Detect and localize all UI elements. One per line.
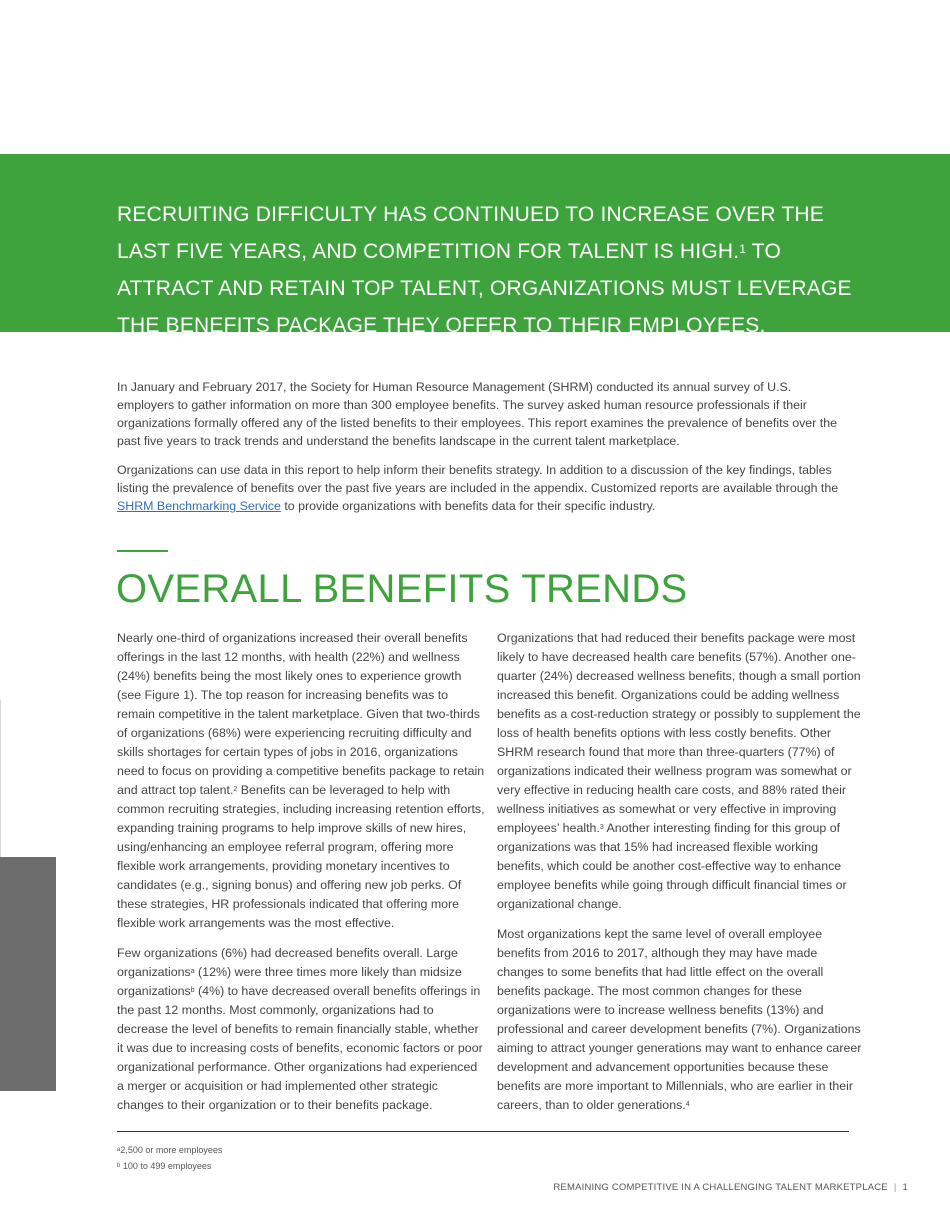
intro-p2-text-b: to provide organizations with benefits data for their specific industry. <box>280 499 656 513</box>
left-p2-text-b: (12%) were three times more likely than midsize organizations <box>117 965 462 998</box>
footnotes <box>117 1142 222 1174</box>
intro-paragraph-1: In January and February 2017, the Society for Human Resource Management (SHRM) conducted its annual survey of U.S. employers to gather information on more than 300 employee benefits. The survey asked human resource professionals if their organizations formally offered any of the listed benefits to their employees. This report examines the prevalence of benefits over the past five years to track trends and understand the benefits landscape in the current talent marketplace. <box>117 380 837 448</box>
right-p1-text-b: Another interesting finding for this group of organizations was that 15% had increased flexible working benefits, which could be another cost-effective way to enhance employee benefits while going through difficult financial times or organizational change. <box>497 821 847 911</box>
left-column <box>117 629 487 1126</box>
left-paragraph-1 <box>117 629 487 933</box>
right-p1-text-a: Organizations that had reduced their benefits package were most likely to have decreased health care benefits (57%). Another one-quarter (24%) decreased wellness benefits, though a small portion increased this benefit. Organizations could be adding wellness benefits as a cost-reduction strategy or possibly to supplement the loss of health benefits options with less costly benefits. Other SHRM research found that more than three-quarters (77%) of organizations indicated their wellness program was somewhat or very effective in reducing health care costs, and 88% rated their wellness initiatives as somewhat or very effective in improving employees’ health. <box>497 631 861 835</box>
shrm-benchmarking-link[interactable]: SHRM Benchmarking Service <box>117 499 281 513</box>
footnote-a-text: 2,500 or more employees <box>120 1145 223 1155</box>
footnote-ref-4: 4 <box>685 1101 690 1108</box>
footer-separator: | <box>893 1182 897 1193</box>
footnote-ref-1: 1 <box>739 242 747 256</box>
left-p1-text-a: Nearly one-third of organizations increased their overall benefits offerings in the last 12 months, with health (22%) and wellness (24%) benefits being the most likely ones to experience growth (see Figure 1). The top reason for increasing benefits was to remain competitive in the talent marketplace. Given that two-thirds of organizations (68%) were experiencing recruiting difficulty and skills shortages for certain types of jobs in 2016, organizations need to focus on providing a competitive benefits package to retain and attract top talent. <box>117 631 485 797</box>
footnote-a <box>117 1142 222 1158</box>
page-number: 1 <box>902 1182 908 1193</box>
margin-line <box>0 700 1 857</box>
banner-line-1: RECRUITING DIFFICULTY HAS CONTINUED TO INCREASE OVER THE LAST FIVE YEARS, AND COMPETITION FOR TALENT IS HIGH. <box>117 203 825 263</box>
footnote-b <box>117 1158 222 1174</box>
footnote-ref-2: 2 <box>233 786 238 793</box>
section-accent-rule <box>117 550 168 552</box>
intro-p2-text-a: Organizations can use data in this report to help inform their benefits strategy. In addition to a discussion of the key findings, tables listing the prevalence of benefits over the past five years are included in the appendix. Customized reports are available through the <box>117 463 839 495</box>
left-p2-text-c: (4%) to have decreased overall benefits offerings in the past 12 months. Most commonly, organizations had to decrease the level of benefits to remain financially stable, whether it was due to increasing costs of benefits, economic factors or poor organizational performance. Other organizations had experienced a merger or acquisition or had implemented other strategic changes to their organization or to their benefits package. <box>117 984 483 1112</box>
footer-title: REMAINING COMPETITIVE IN A CHALLENGING TALENT MARKETPLACE <box>553 1182 888 1193</box>
margin-tab <box>0 857 56 1091</box>
banner-headline <box>117 196 877 344</box>
footnote-b-mark: b <box>117 1163 121 1169</box>
left-p1-text-b: Benefits can be leveraged to help with common recruiting strategies, including increasing retention efforts, expanding training programs to help improve skills of new hires, using/enhancing an employee referral program, offering more flexible work arrangements, providing monetary incentives to candidates (e.g., signing bonus) and offering new job perks. Of these strategies, HR professionals indicated that offering more flexible work arrangements was the most effective. <box>117 783 485 930</box>
left-paragraph-2 <box>117 944 487 1115</box>
intro-section <box>117 378 847 526</box>
footnote-ref-a: a <box>190 968 195 975</box>
footnote-divider <box>117 1131 849 1132</box>
footnote-a-mark: a <box>117 1147 121 1153</box>
footnote-b-text: 100 to 499 employees <box>122 1161 212 1171</box>
right-paragraph-2 <box>497 925 862 1115</box>
page-footer <box>553 1182 908 1193</box>
right-paragraph-1 <box>497 629 862 914</box>
right-p2-text-a: Most organizations kept the same level of overall employee benefits from 2016 to 2017, although they may have made changes to some benefits that had little effect on the overall benefits package. The most common changes for these organizations were to increase wellness benefits (13%) and professional and career development benefits (7%). Organizations aiming to attract younger generations may want to enhance career development and advancement opportunities because these benefits are more important to Millennials, who are earlier in their careers, than to older generations. <box>497 927 862 1112</box>
footnote-ref-b: b <box>190 987 195 994</box>
right-column <box>497 629 862 1126</box>
left-p2-text-a: Few organizations (6%) had decreased benefits overall. Large organizations <box>117 946 458 979</box>
banner-line-2: TO ATTRACT AND RETAIN TOP TALENT, ORGANIZATIONS MUST LEVERAGE THE BENEFITS PACKAGE THEY OFFER TO THEIR EMPLOYEES. <box>117 240 852 337</box>
intro-paragraph-2 <box>117 461 847 515</box>
section-title: OVERALL BENEFITS TRENDS <box>116 567 688 611</box>
footnote-ref-3: 3 <box>599 824 604 831</box>
